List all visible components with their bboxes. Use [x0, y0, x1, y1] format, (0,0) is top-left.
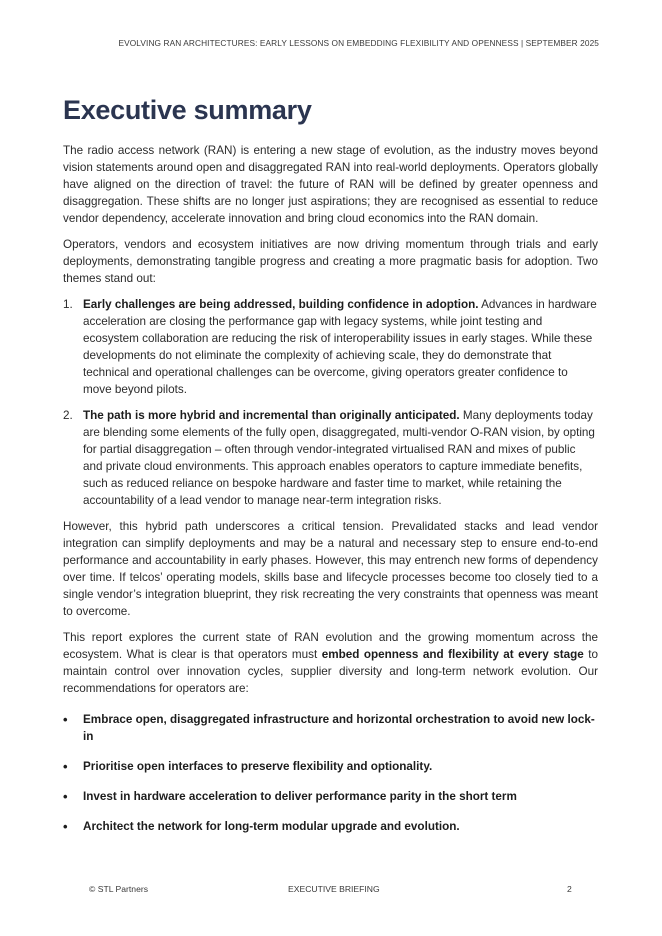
recommendation-item: [63, 818, 598, 835]
theme-item: [63, 407, 598, 509]
recommendation-text: Embrace open, disaggregated infrastructure and horizontal orchestration to avoid new lock-in: [83, 713, 595, 743]
theme-text: Many deployments today are blending some elements of the fully open, disaggregated, multi-vendor O-RAN vision, by opting for partial disaggregation – often through vendor-integrated virtualised RAN and mixes of public and private cloud environments. This approach enables operators to capture immediate benefits, such as reduced reliance on bespoke hardware and faster time to market, while retaining the accountability of a lead vendor to manage near-term integration risks.: [83, 409, 595, 507]
page-title: Executive summary: [63, 95, 312, 125]
theme-heading: Early challenges are being addressed, building confidence in adoption.: [83, 298, 479, 311]
bullet-icon: •: [63, 712, 68, 727]
bullet-icon: •: [63, 759, 68, 774]
recommendation-text: Prioritise open interfaces to preserve flexibility and optionality.: [83, 760, 433, 773]
recommendation-item: [63, 711, 598, 745]
tension-paragraph: However, this hybrid path underscores a critical tension. Prevalidated stacks and lead vendor integration can simplify deployments and may be a natural and necessary step to ensure end-to-end performance and accountability in early phases. However, this may entrench new forms of dependency over time. If telcos’ operating models, skills base and lifecycle processes become too closely tied to a single vendor’s integration blueprint, they risk recreating the very constraints that openness was meant to overcome.: [63, 520, 598, 618]
theme-number: 2.: [63, 409, 73, 422]
scope-emphasis: embed openness and flexibility at every stage: [321, 648, 584, 661]
main-content: [63, 142, 598, 848]
theme-number: 1.: [63, 298, 73, 311]
running-header: EVOLVING RAN ARCHITECTURES: EARLY LESSONS ON EMBEDDING FLEXIBILITY AND OPENNESS | SEPTEMBER 2025: [118, 38, 599, 48]
theme-item: [63, 296, 598, 398]
scope-text-start: This report explores the current state of RAN evolution and the growing momentum across the ecosystem. What is clear is that operators must: [63, 631, 598, 661]
report-scope-paragraph: [63, 629, 598, 697]
momentum-paragraph: Operators, vendors and ecosystem initiatives are now driving momentum through trials and early deployments, demonstrating tangible progress and creating a more pragmatic basis for adoption. Two themes stand out:: [63, 238, 598, 285]
recommendation-item: [63, 758, 598, 775]
theme-text: Advances in hardware acceleration are closing the performance gap with legacy systems, while joint testing and ecosystem collaboration are reducing the risk of interoperability issues in early stages. While these developments do not eliminate the complexity of achieving scale, they do demonstrate that technical and operational challenges can be overcome, giving operators greater confidence to move beyond pilots.: [83, 298, 597, 396]
intro-paragraph: The radio access network (RAN) is entering a new stage of evolution, as the industry moves beyond vision statements around open and disaggregated RAN into real-world deployments. Operators globally have aligned on the direction of travel: the future of RAN will be defined by greater openness and disaggregation. These shifts are no longer just aspirations; they are recognised as essential to reduce vendor dependency, accelerate innovation and bring cloud economics into the RAN domain.: [63, 144, 598, 225]
footer-section: EXECUTIVE BRIEFING: [288, 884, 380, 894]
bullet-icon: •: [63, 789, 68, 804]
theme-heading: The path is more hybrid and incremental than originally anticipated.: [83, 409, 460, 422]
page-number: 2: [567, 884, 572, 894]
recommendation-item: [63, 788, 598, 805]
footer-copyright: © STL Partners: [89, 884, 149, 894]
scope-text-end: to maintain control over innovation cycles, supplier diversity and long-term network evolution. Our recommendations for operators are:: [63, 648, 598, 695]
recommendation-text: Architect the network for long-term modular upgrade and evolution.: [83, 820, 460, 833]
bullet-icon: •: [63, 819, 68, 834]
recommendation-text: Invest in hardware acceleration to deliver performance parity in the short term: [83, 790, 517, 803]
themes-list: [63, 296, 598, 509]
recommendations-list: [63, 711, 598, 835]
